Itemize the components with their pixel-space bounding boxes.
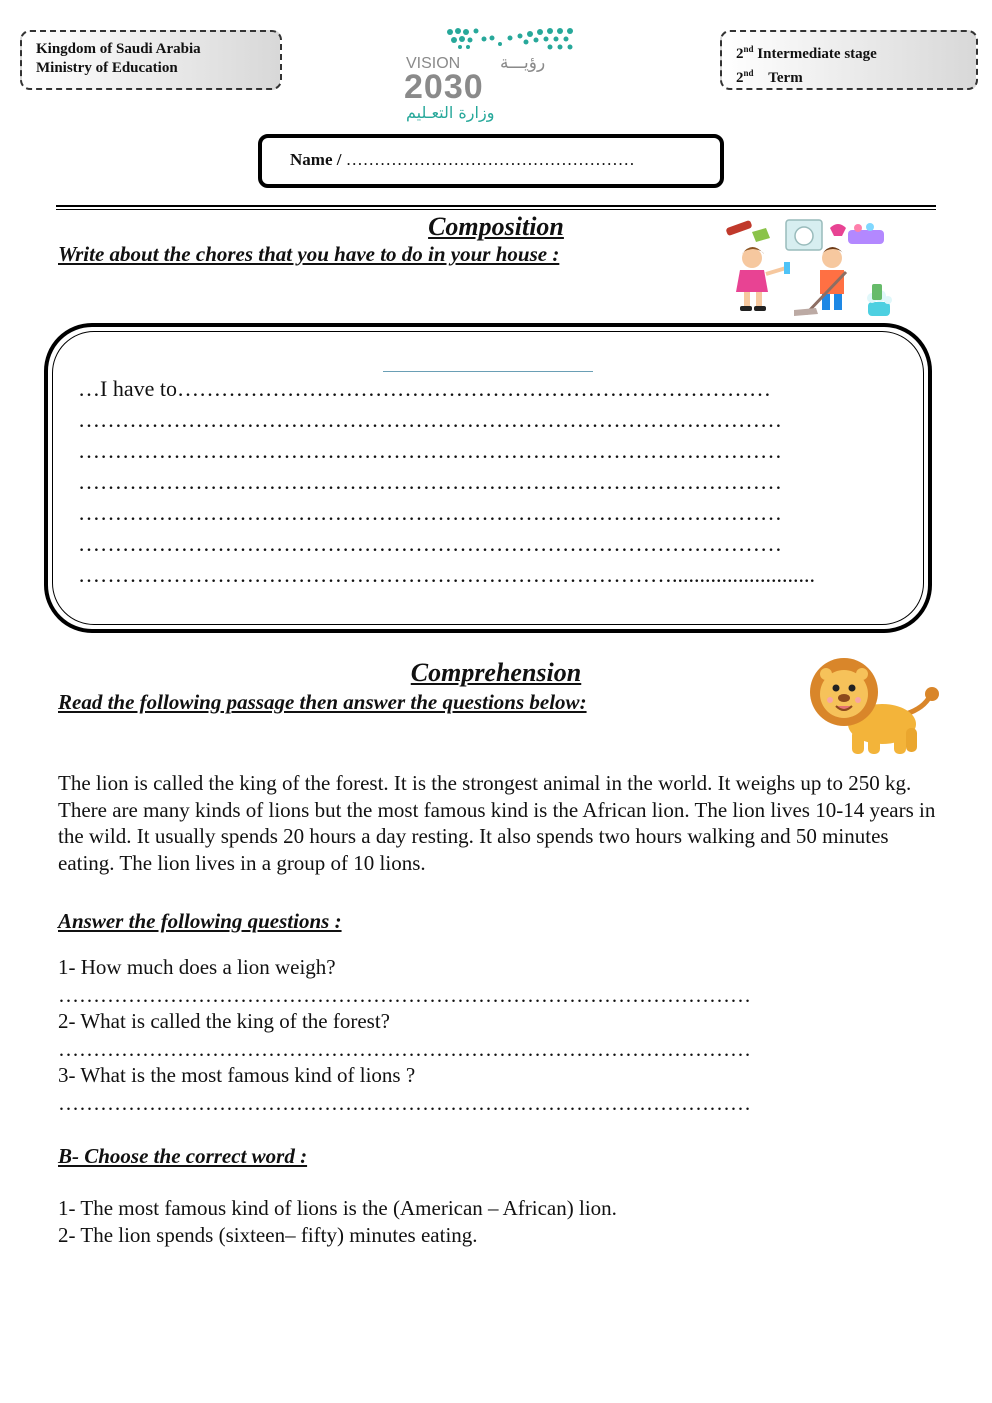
- chores-illustration: [722, 214, 902, 320]
- ministry-label: Ministry of Education: [36, 60, 178, 76]
- logo-year-text: 2030: [404, 68, 484, 106]
- kingdom-label: Kingdom of Saudi Arabia: [36, 41, 201, 57]
- composition-line-6[interactable]: ……………………………………………………………………………………: [78, 531, 782, 556]
- answer-line-1[interactable]: ………………………………………………………………………………………: [58, 983, 751, 1007]
- composition-title: Composition: [428, 212, 564, 241]
- choose-item-1: 1- The most famous kind of lions is the (American – African) lion.: [58, 1196, 617, 1220]
- name-dots: ……………………………………………: [341, 150, 635, 169]
- lion-illustration: [806, 654, 940, 758]
- logo-ministry-arabic: وزارة التعـليم: [406, 103, 495, 122]
- comprehension-instruction: Read the following passage then answer the questions below:: [58, 690, 587, 714]
- answer-line-3[interactable]: ………………………………………………………………………………………: [58, 1091, 751, 1115]
- logo-arabic-vision: رؤيـــة: [500, 53, 546, 73]
- comprehension-title: Comprehension: [410, 658, 582, 687]
- composition-line-5[interactable]: ……………………………………………………………………………………: [78, 500, 782, 525]
- name-label: Name /: [290, 150, 342, 169]
- composition-line-4[interactable]: ……………………………………………………………………………………: [78, 469, 782, 494]
- header-right-box: [720, 30, 978, 90]
- composition-line-3[interactable]: ……………………………………………………………………………………: [78, 438, 782, 463]
- divider-top: [56, 205, 936, 207]
- choose-title: B- Choose the correct word :: [58, 1144, 308, 1168]
- stage-label: 2nd Intermediate stage: [736, 44, 877, 62]
- term-label: 2nd Term: [736, 68, 803, 86]
- choose-item-2: 2- The lion spends (sixteen– fifty) minutes eating.: [58, 1223, 478, 1247]
- composition-blank-line: [383, 371, 593, 372]
- composition-instruction: Write about the chores that you have to do in your house :: [58, 242, 560, 266]
- questions-title: Answer the following questions :: [58, 909, 342, 933]
- question-3: 3- What is the most famous kind of lions ?: [58, 1063, 416, 1087]
- question-1: 1- How much does a lion weigh?: [58, 955, 336, 979]
- vision-2030-logo: [400, 26, 580, 122]
- question-2: 2- What is called the king of the forest?: [58, 1009, 391, 1033]
- composition-line-7[interactable]: ………………………………………………………………………..........................: [78, 562, 815, 587]
- composition-line-1[interactable]: …I have to………………………………………………………………………: [78, 376, 771, 401]
- logo-vision-text: VISION: [406, 55, 461, 72]
- divider-bottom: [56, 209, 936, 210]
- name-field[interactable]: [258, 134, 724, 188]
- composition-line-2[interactable]: ……………………………………………………………………………………: [78, 407, 782, 432]
- header-left-box: [20, 30, 282, 90]
- reading-passage: The lion is called the king of the forest. It is the strongest animal in the world. It weighs up to 250 kg. There are many kinds of lions but the most famous kind is the African lion. The lion lives 10-14 years in the wild. It usually spends 20 hours a day resting. It also spends two hours walking and 50 minutes eating. The lion lives in a group of 10 lions.: [58, 771, 936, 875]
- answer-line-2[interactable]: ………………………………………………………………………………………: [58, 1037, 751, 1061]
